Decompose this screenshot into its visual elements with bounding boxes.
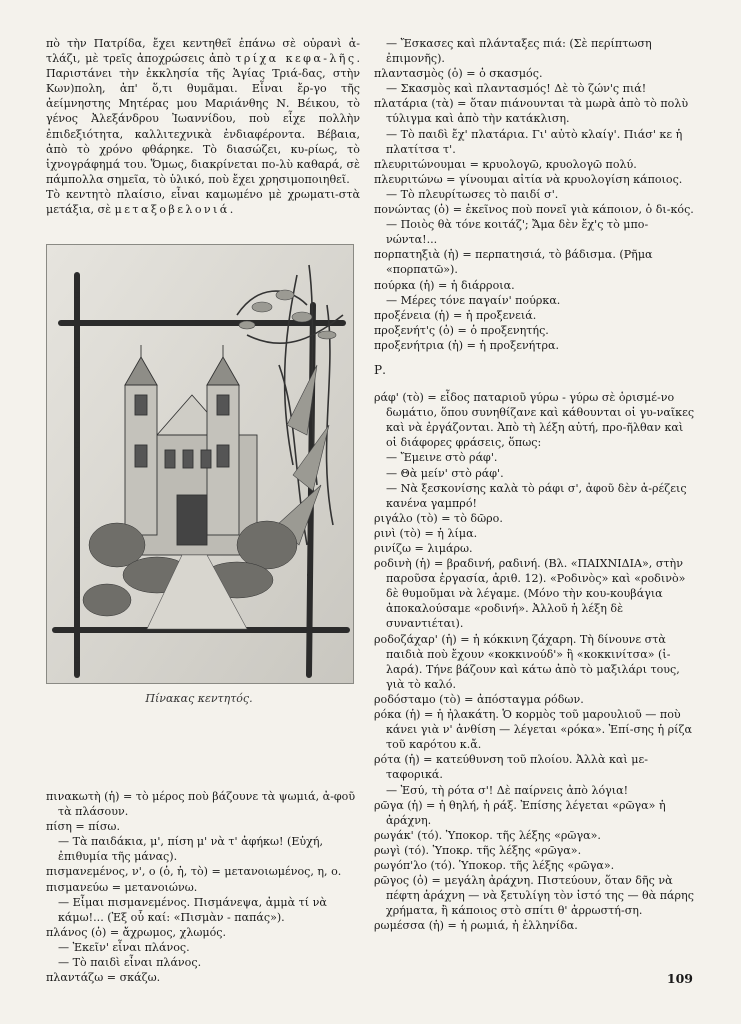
frame-paragraph: Τὸ κεντητὸ πλαίσιο, εἶναι καμωμένο μὲ χρωματι-στὰ μετάξια, σὲ μεταξοβελονιά. (46, 187, 360, 217)
example-raf-2: — Θὰ μείν' στὸ ράφ'. (386, 466, 504, 480)
figure-caption: Πίνακας κεντητός. (145, 692, 253, 705)
example-planos-1: — Ἐκεῖν' εἶναι πλάνος. (58, 940, 190, 954)
entry-proxeneia: προξένεια (ἡ) = ἡ προξενειά. (374, 308, 537, 322)
spaced-term-end: λῆς (329, 52, 357, 66)
entry-rodostamo: ροδόσταμο (τὸ) = ἀπόσταγμα ρόδων. (374, 692, 584, 706)
left-column-lower (46, 789, 360, 985)
example-raf-1: — Ἔμεινε στὸ ράφ'. (386, 451, 498, 465)
entry-rogi: ρωγὶ (τό). Ὑποκρ. τῆς λέξης «ρῶγα». (374, 843, 582, 857)
entry-rigalo: ριγάλο (τὸ) = τὸ δῶρο. (374, 511, 503, 525)
entry-rini: ρινὶ (τὸ) = ἡ λίμα. (374, 526, 478, 540)
entry-roga: ρῶγα (ἡ) = ἡ θηλή, ἡ ράξ. Ἐπίσης λέγεται «ρῶγα» ἡ ἀράχνη. (374, 798, 666, 827)
entry-pinakoti: πινακωτὴ (ἡ) = τὸ μέρος ποὺ βάζουνε τὰ ψωμιά, ἀ-φοῦ τὰ πλάσουν. (46, 790, 356, 819)
church-embroidery-image (47, 245, 353, 683)
example-plantasmos: — Σκασμὸς καὶ πλαντασμός! Δὲ τὸ ζών'ς πιά! (386, 82, 647, 96)
example-pleuritono: — Τὸ πλευρίτωσες τὸ παιδί σ'. (386, 187, 559, 201)
entry-rota: ρότα (ἡ) = κατεύθυνση τοῦ πλοίου. Ἀλλὰ καὶ με-ταφορικά. (374, 753, 648, 782)
entry-pismanemenos: πισμανεμένος, ν', ο (ὁ, ἡ, τὸ) = μετανοιωμένος, η, ο. (46, 865, 342, 879)
intro-paragraph: πὸ τὴν Πατρίδα, ἔχει κεντηθεῖ ἐπάνω σὲ οὐρανὶ ἀ-τλάζι, μὲ τρεῖς ἀποχρώσεις ἀπὸ τρίχα κεφα-λῆς. Παριστάνει τὴν ἐκκλησία τῆς Ἁγίας Τριά-δας, στὴν Κων)πολη, ἀπ' ὅ,τι θυμᾶμαι. Εἶναι ἔρ-γο τῆς ἀείμνηστης Μητέρας μου Μαριάνθης Ν. Βέικου, τὸ γένος Ἀλεξάνδρου Ἰωαννίδου, ποὺ εἶχε πολλὴν ἐπιδεξιότητα, καλλιτεχνικὰ ἐνδιαφέροντα. Βέβαια, ἀπὸ τὸ χρόνο φθάρηκε. Τὸ διασώζει, κυ-ρίως, τὸ ἰχνογράφημά του. Ὅμως, διακρίνεται πο-λὺ καθαρά, σὲ πάμπολλα σημεῖα, τὸ ὑλικό, ποὺ ἔχει χρησιμοποιηθεῖ. (46, 37, 360, 186)
entry-planos: πλάνος (ὁ) = ἄχρωμος, χλωμός. (46, 925, 227, 939)
entry-rogos: ρῶγος (ὁ) = μεγάλη ἀράχνη. Πιστεύουν, ὅταν δῆς νὰ πέφτη ἀράχνη — νὰ ξετυλίγη τὸν ἱστό της — θὰ πάρης χρήματα, ἢ κάποιος στὸ σπίτι θ' ἀρρωστή-ση. (374, 874, 694, 918)
entry-plataria: πλατάρια (τὰ) = ὅταν πιάνουνται τὰ μωρὰ ἀπὸ τὸ πολὺ τύλιγμα καὶ ἀπὸ τὴν κατάκλιση. (374, 97, 689, 126)
entry-pleuritonoumai: πλευριτώνουμαι = κρυολογῶ, κρυολογῶ πολύ. (374, 157, 637, 171)
example-plantazo: — Ἔσκασες καὶ πλάνταξες πιά: (Σὲ περίπτωση ἐπιμονῆς). (386, 37, 652, 66)
entry-pourka: πούρκα (ἡ) = ἡ διάρροια. (374, 278, 515, 292)
entry-plantasmos: πλαντασμὸς (ὁ) = ὁ σκασμός. (374, 67, 543, 81)
entry-plantazo: πλαντάζω = σκάζω. (46, 971, 161, 985)
right-column (374, 36, 696, 933)
example-pisi: — Τὰ παιδάκια, μ', πίση μ' νὰ τ' ἀφήκω! (Εὐχή, ἐπιθυμία τῆς μάνας). (58, 835, 324, 864)
left-column-top (46, 36, 360, 217)
example-rota: — Ἐσύ, τὴ ρότα σ'! Δὲ παίρνεις ἀπὸ λόγια! (386, 783, 629, 797)
entry-raf: ράφ' (τὸ) = εἶδος παταριοῦ γύρω - γύρω σὲ ὁρισμέ-νο δωμάτιο, ὅπου συνηθίζανε καὶ κάθουνται οἱ γυ-ναῖκες καὶ νὰ ἐργάζονται. Ἀπὸ τὴ λέξη αὐτή, προ-ῆλθαν καὶ οἱ διάφορες φράσεις, ὅπως: (374, 391, 695, 450)
entry-rogak: ρωγάκ' (τό). Ὑποκορ. τῆς λέξης «ρῶγα». (374, 828, 601, 842)
entry-porpatixia: πορπατηξιὰ (ἡ) = περπατησιά, τὸ βάδισμα. (Ρῆμα «πορπατῶ»). (374, 248, 653, 277)
embroidery-photo (46, 244, 354, 684)
spaced-term: τρίχα κεφα- (235, 52, 330, 66)
example-ponontas: — Ποιὸς θὰ τόνε κοιτάζ'; Ἄμα δὲν ἔχ'ς τὸ μπο-νώντα!... (386, 218, 649, 247)
letter-heading: Ρ. (374, 362, 386, 377)
page-number: 109 (666, 971, 693, 986)
entry-proxenitis: προξενήτ'ς (ὁ) = ὁ προξενητής. (374, 323, 549, 337)
entry-rogoplo: ρωγόπ'λο (τό). Ὑποκορ. τῆς λέξης «ρῶγα». (374, 858, 615, 872)
example-planos-2: — Τὸ παιδὶ εἶναι πλάνος. (58, 956, 202, 970)
entry-rodini: ροδινὴ (ἡ) = βραδινή, ραδινή. (Βλ. «ΠΑΙΧΝΙΔΙΑ», στὴν παροῦσα ἐργασία, ἀριθ. 12). «Ροδινὸς» καὶ «ροδινὸ» δὲ θυμοῦμαι νὰ λέγαμε. (Μόνο τὴν κου-κουβάγια ἀποκαλούσαμε «ροδινή». Ἀλλοῦ ἡ λέξη δὲ συναντιέται). (374, 557, 686, 631)
entry-ponontas: πονώντας (ὁ) = ἐκεῖνος ποὺ πονεῖ γιὰ κάποιον, ὁ δι-κός. (374, 203, 694, 217)
entry-rodozachar: ροδοζάχαρ' (ἡ) = ἡ κόκκινη ζάχαρη. Τὴ δίνουνε στὰ παιδιὰ ποὺ ἔχουν «κοκκινούδ'» ἢ «κοκκινίτσα» (ἱ-λαρά). Τήνε βάζουν καὶ κάτω ἀπὸ τὸ μαξιλάρι τους, γιὰ τὸ καλό. (374, 632, 680, 691)
spaced-term-stitch: μεταξοβελονιά (114, 203, 230, 217)
entry-pleuritono: πλευριτώνω = γίνουμαι αἰτία νὰ κρυολογίση κάποιος. (374, 172, 683, 186)
entry-romessa: ρωμέσσα (ἡ) = ἡ ρωμιά, ἡ ἑλληνίδα. (374, 919, 578, 933)
example-pourka: — Μέρες τόνε παγαίν' πούρκα. (386, 293, 561, 307)
entry-pisi: πίση = πίσω. (46, 820, 120, 834)
entry-roka: ρόκα (ἡ) = ἡ ἠλακάτη. Ὁ κορμὸς τοῦ μαρουλιοῦ — ποὺ κάνει γιὰ ν' ἀνθίση — λέγεται «ρόκα». Ἐπί-σης ἡ ρίζα τοῦ καρότου κ.ἄ. (374, 708, 693, 752)
example-raf-3: — Νὰ ξεσκονίσης καλὰ τὸ ράφι σ', ἀφοῦ δὲν ἀ-ρέζεις κανένα γαμπρό! (386, 481, 687, 510)
example-pismaneyo: — Εἶμαι πισμανεμένος. Πισμάνεψα, ἀμμὰ τί νὰ κάμω!... (Ἐξ οὗ καί: «Πισμὰν - παπάς»). (58, 895, 327, 924)
entry-rinizo: ρινίζω = λιμάρω. (374, 542, 473, 555)
entry-proxenitria: προξενήτρια (ἡ) = ἡ προξενήτρα. (374, 338, 560, 352)
example-plataria: — Τὸ παιδὶ ἔχ' πλατάρια. Γι' αὐτὸ κλαίγ'. Πιάσ' κε ἡ πλατίτσα τ'. (386, 127, 683, 156)
entry-pismaneyo: πισμανεύω = μετανοιώνω. (46, 880, 198, 894)
